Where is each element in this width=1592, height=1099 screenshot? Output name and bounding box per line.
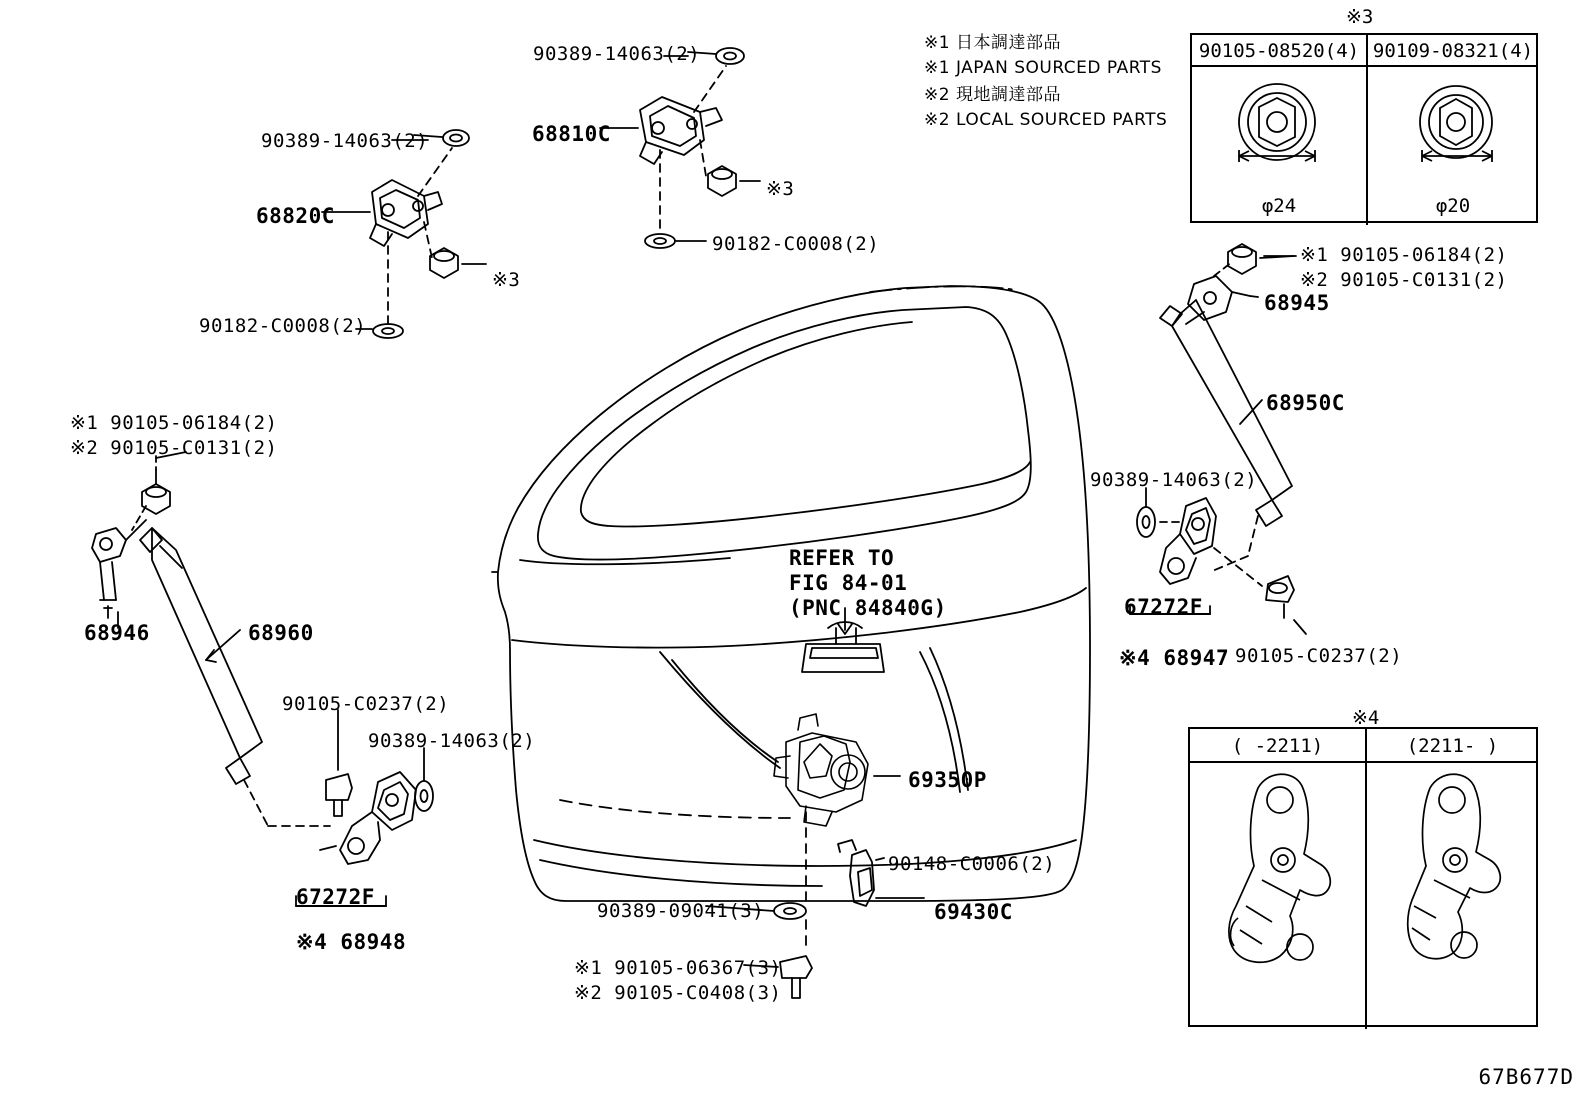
callout-note3-center: ※3 <box>766 178 795 200</box>
callout-note3-left: ※3 <box>492 269 521 291</box>
nut-table-col-1: 90105-08520(4) <box>1198 40 1360 62</box>
nut-table-dim-1: φ24 <box>1261 195 1297 217</box>
callout-90389-14063-left: 90389-14063(2) <box>368 730 536 752</box>
variant-table-marker: ※4 <box>1352 707 1380 729</box>
callout-90182-C0008-center: 90182-C0008(2) <box>712 233 880 255</box>
nut-table-marker: ※3 <box>1346 6 1374 28</box>
note-line-1: ※1 日本調達部品 <box>924 33 1061 53</box>
callout-68960: 68960 <box>248 621 314 645</box>
callout-67272F-right: 67272F <box>1124 595 1203 619</box>
callout-90182-C0008-left: 90182-C0008(2) <box>199 315 367 337</box>
callout-68820C: 68820C <box>256 204 335 228</box>
callout-90105-C0131-right: ※2 90105-C0131(2) <box>1300 269 1508 291</box>
callout-90148-C0006: 90148-C0006(2) <box>888 853 1056 875</box>
callout-67272F-left: 67272F <box>296 885 375 909</box>
callout-68945: 68945 <box>1264 291 1330 315</box>
callout-90105-C0237-right: 90105-C0237(2) <box>1235 645 1403 667</box>
callout-68947: ※4 68947 <box>1119 646 1230 670</box>
callout-68810C: 68810C <box>532 122 611 146</box>
callout-90105-C0131-left: ※2 90105-C0131(2) <box>70 437 278 459</box>
callout-refer-line-2: FIG 84-01 <box>789 571 908 595</box>
note-line-3: ※2 現地調達部品 <box>924 85 1061 105</box>
callout-refer-line-3: (PNC 84840G) <box>789 596 947 620</box>
callout-90105-06184-right: ※1 90105-06184(2) <box>1300 244 1508 266</box>
nut-table-col-2: 90109-08321(4) <box>1372 40 1534 62</box>
note-line-4: ※2 LOCAL SOURCED PARTS <box>924 110 1168 130</box>
callout-90105-06367: ※1 90105-06367(3) <box>574 957 782 979</box>
callout-refer-line-1: REFER TO <box>789 546 895 570</box>
callout-68950C: 68950C <box>1266 391 1345 415</box>
variant-col-2: (2211- ) <box>1406 735 1499 757</box>
callout-90389-14063-top-left: 90389-14063(2) <box>261 130 429 152</box>
note-line-2: ※1 JAPAN SOURCED PARTS <box>924 58 1162 78</box>
callout-90389-14063-top-center: 90389-14063(2) <box>533 43 701 65</box>
callout-90389-09041: 90389-09041(3) <box>597 900 765 922</box>
variant-table <box>1188 727 1538 1027</box>
variant-col-1: ( -2211) <box>1231 735 1324 757</box>
callout-90105-C0408: ※2 90105-C0408(3) <box>574 982 782 1004</box>
callout-68946: 68946 <box>84 621 150 645</box>
nut-table-dim-2: φ20 <box>1435 195 1471 217</box>
nut-table <box>1190 33 1538 223</box>
callout-90105-06184-left: ※1 90105-06184(2) <box>70 412 278 434</box>
callout-69430C: 69430C <box>934 900 1013 924</box>
callout-69350P: 69350P <box>908 768 987 792</box>
callout-68948: ※4 68948 <box>296 930 407 954</box>
callout-90105-C0237-left: 90105-C0237(2) <box>282 693 450 715</box>
callout-90389-14063-right: 90389-14063(2) <box>1090 469 1258 491</box>
figure-code: 67B677D <box>1478 1065 1574 1089</box>
